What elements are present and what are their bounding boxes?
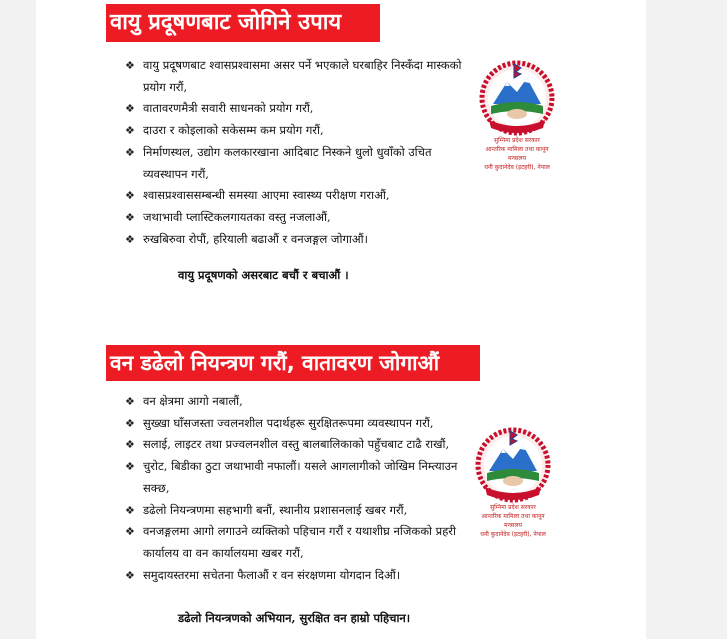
emblem-caption-4: धनी कुदानेदेव (इटहरी), नेपाल bbox=[484, 164, 550, 171]
emblem-caption-1: सुम्निमा प्रदेश सरकार bbox=[494, 137, 540, 144]
list-item: ❖ दाउरा र कोइलाको सकेसम्म कम प्रयोग गरौं, bbox=[125, 120, 470, 142]
emblem-caption-1: सुम्निमा प्रदेश सरकार bbox=[490, 504, 536, 511]
government-emblem bbox=[467, 58, 567, 172]
list-item: ❖ वातावरणमैत्री सवारी साधनको प्रयोग गरौं, bbox=[125, 98, 470, 120]
section2-slogan: डढेलो नियन्त्रणको अभियान, सुरक्षित वन हाम्रो पहिचान। bbox=[178, 611, 411, 625]
list-item: ❖ चुरोट, बिडीका ठुटा जथाभावी नफालौं। यसले आगलागीको जोखिम निम्त्याउन सक्छ, bbox=[125, 456, 480, 499]
section2-title-banner bbox=[106, 345, 480, 381]
list-item: ❖ सलाई, लाइटर तथा प्रज्वलनशील वस्तु बालबालिकाको पहुँचबाट टाढै राखौं, bbox=[125, 434, 480, 456]
list-item: ❖ निर्माणस्थल, उद्योग कलकारखाना आदिबाट निस्कने धुलो धुवाँको उचित व्यवस्थापन गरौं, bbox=[125, 142, 470, 185]
government-emblem bbox=[463, 425, 563, 539]
section1-title-banner bbox=[106, 4, 380, 42]
emblem-caption-2: आन्तरिक मामिला तथा कानून bbox=[481, 513, 545, 520]
diamond-bullet-icon: ❖ bbox=[125, 210, 135, 224]
diamond-bullet-icon: ❖ bbox=[125, 568, 135, 582]
nepal-emblem-icon bbox=[463, 425, 563, 503]
diamond-bullet-icon: ❖ bbox=[125, 124, 135, 138]
list-item: ❖ वायु प्रदूषणबाट श्वासप्रश्वासमा असर पर्ने भएकाले घरबाहिर निस्कँदा मास्कको प्रयोग गरौं, bbox=[125, 55, 470, 98]
emblem-caption-3: मन्त्रालय bbox=[504, 522, 522, 529]
diamond-bullet-icon: ❖ bbox=[125, 438, 135, 452]
diamond-bullet-icon: ❖ bbox=[125, 416, 135, 430]
list-item: ❖ समुदायस्तरमा सचेतना फैलाऔं र वन संरक्षणमा योगदान दिऔं। bbox=[125, 565, 480, 587]
list-item: ❖ वन क्षेत्रमा आगो नबालौं, bbox=[125, 391, 480, 413]
diamond-bullet-icon: ❖ bbox=[125, 395, 135, 408]
diamond-bullet-icon: ❖ bbox=[125, 503, 135, 517]
section1-title: वायु प्रदूषणबाट जोगिने उपाय bbox=[110, 10, 342, 35]
nepal-emblem-icon bbox=[467, 58, 567, 136]
emblem-caption-2: आन्तरिक मामिला तथा कानून bbox=[485, 146, 549, 153]
list-item: ❖ जथाभावी प्लास्टिकलगायतका वस्तु नजलाऔं, bbox=[125, 207, 470, 229]
list-item: ❖ डढेलो नियन्त्रणमा सहभागी बनौं, स्थानीय प्रशासनलाई खबर गरौं, bbox=[125, 500, 480, 522]
emblem-caption-4: धनी कुदानेदेव (इटहरी), नेपाल bbox=[480, 531, 546, 538]
diamond-bullet-icon: ❖ bbox=[125, 59, 135, 72]
emblem-caption-3: मन्त्रालय bbox=[508, 155, 526, 162]
diamond-bullet-icon: ❖ bbox=[125, 525, 135, 539]
diamond-bullet-icon: ❖ bbox=[125, 460, 135, 474]
diamond-bullet-icon: ❖ bbox=[125, 102, 135, 116]
section2-title: वन डढेलो नियन्त्रण गरौं, वातावरण जोगाऔं bbox=[110, 350, 440, 375]
section2-list bbox=[125, 391, 480, 586]
section1-slogan: वायु प्रदूषणको असरबाट बचौं र बचाऔं । bbox=[178, 268, 349, 282]
list-item: ❖ रुखबिरुवा रोपौं, हरियाली बढाऔं र वनजङ्गल जोगाऔं। bbox=[125, 229, 470, 251]
diamond-bullet-icon: ❖ bbox=[125, 145, 135, 159]
list-item: ❖ श्वासप्रश्वाससम्बन्धी समस्या आएमा स्वास्थ्य परीक्षण गराऔं, bbox=[125, 185, 470, 207]
diamond-bullet-icon: ❖ bbox=[125, 189, 135, 203]
list-item: ❖ वनजङ्गलमा आगो लगाउने व्यक्तिको पहिचान गरौं र यथाशीघ्र नजिकको प्रहरी कार्यालय वा वन कार्यालयमा खबर गरौं, bbox=[125, 521, 480, 564]
section1-list bbox=[125, 55, 470, 250]
diamond-bullet-icon: ❖ bbox=[125, 232, 135, 246]
list-item: ❖ सुख्खा घाँसजस्ता ज्वलनशील पदार्थहरू सुरक्षितरूपमा व्यवस्थापन गरौं, bbox=[125, 413, 480, 435]
